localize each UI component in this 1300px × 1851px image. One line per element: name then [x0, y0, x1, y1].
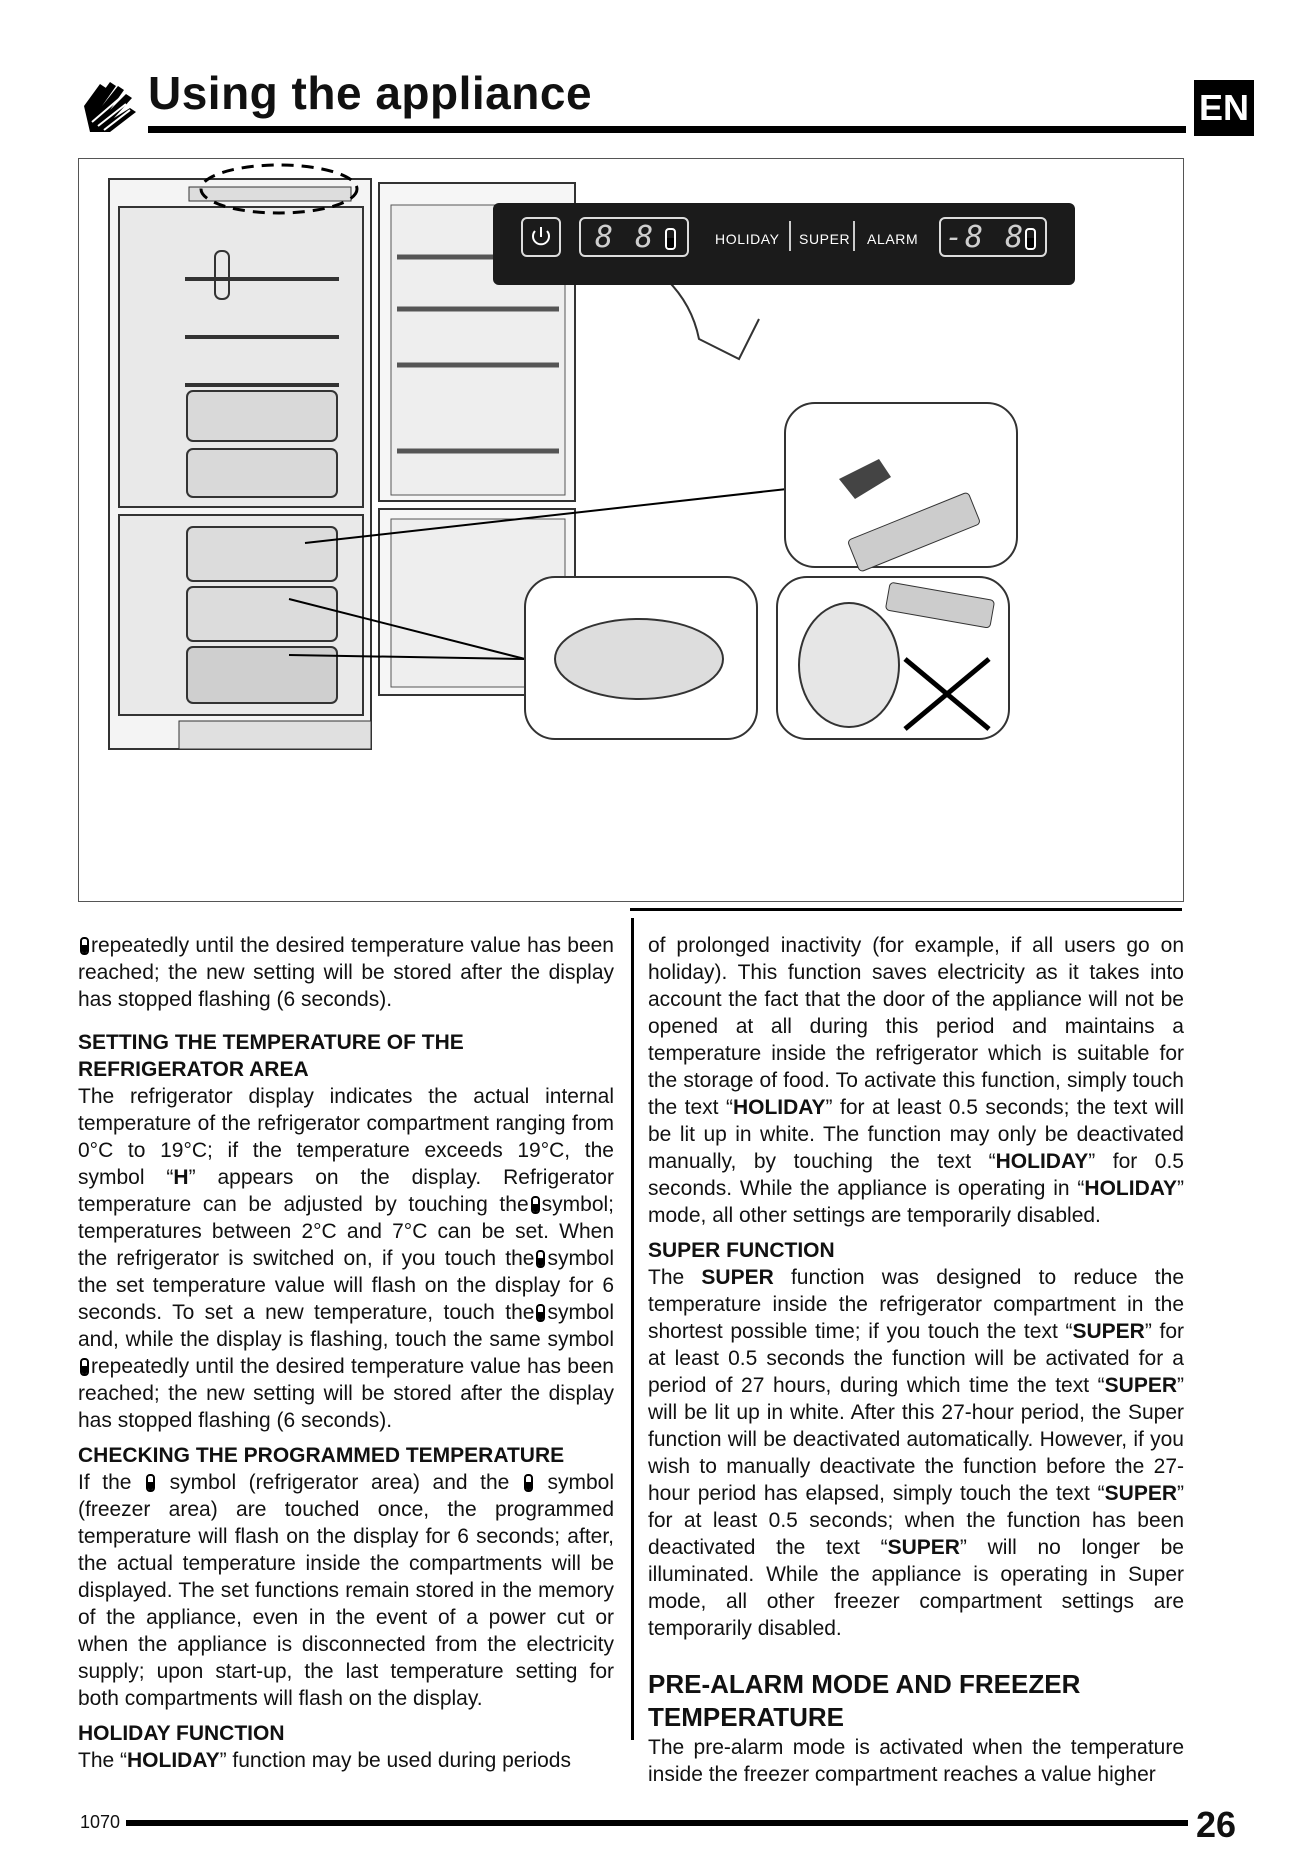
- text: HOLIDAY: [732, 1096, 826, 1119]
- intro-paragraph: [78, 932, 614, 1013]
- text: HOLIDAY: [995, 1150, 1089, 1173]
- separator: [853, 221, 855, 251]
- fridge-display-digits: 8 8: [595, 220, 656, 255]
- text: ” appears on the display. Refrigerator temperature can be adjusted by touching the: [78, 1166, 614, 1216]
- column-divider: [631, 918, 634, 1740]
- control-panel: [493, 203, 1075, 285]
- text: symbol; temperatures between 2°C and 7°C can be set. When the refrigerator is switched on, if you touch the: [78, 1193, 614, 1270]
- section-heading: CHECKING THE PROGRAMMED TEMPERATURE: [78, 1444, 565, 1467]
- thermometer-icon: [80, 1358, 89, 1376]
- freezer-display-digits: -8 8: [945, 220, 1026, 255]
- text: ” mode, all other settings are temporarily disabled.: [648, 1177, 1184, 1227]
- freezer-temp-display[interactable]: [939, 217, 1047, 257]
- text: SUPER: [1104, 1482, 1177, 1505]
- thermometer-icon: [1025, 228, 1036, 250]
- text: ” for at least 0.5 seconds; the text will be lit up in white. The function may only be deactivated manually, by touching the text “: [648, 1096, 1185, 1173]
- text: symbol the set temperature value will flash on the display for 6 seconds. To set a new temperature, touch the: [78, 1247, 614, 1324]
- text: repeatedly until the desired temperature value has been reached; the new setting will be stored after the display has stopped flashing (6 seconds).: [78, 934, 614, 1011]
- text: HOLIDAY: [127, 1749, 220, 1772]
- text: symbol (refrigerator area) and the: [169, 1471, 510, 1494]
- text: H: [173, 1166, 189, 1189]
- thermometer-icon: [80, 937, 89, 955]
- section-heading: HOLIDAY FUNCTION: [78, 1722, 285, 1745]
- text: of prolonged inactivity (for example, if all users go on holiday). This function saves electricity as it takes into account the fact that the door of the appliance will not be opened at all during this period and maintains a temperature inside the refrigerator which is suitable for the storage of food. To activate this function, simply touch the text “: [648, 934, 1184, 1119]
- text: ” will no longer be illuminated. While the appliance is operating in Super mode, all other freezer compartment settings are temporarily disabled.: [648, 1536, 1184, 1640]
- text: SUPER: [701, 1266, 774, 1289]
- alarm-button[interactable]: ALARM: [867, 231, 919, 247]
- section-heading: SETTING THE TEMPERATURE OF THE REFRIGERATOR AREA: [78, 1031, 464, 1081]
- fridge-temp-display[interactable]: [579, 217, 689, 257]
- hand-icon: [80, 78, 144, 134]
- power-icon: [523, 219, 559, 255]
- section-heading: PRE-ALARM MODE AND FREEZER TEMPERATURE: [648, 1669, 1081, 1732]
- document-code: 1070: [80, 1812, 121, 1832]
- text: The refrigerator display indicates the actual internal temperature of the refrigerator compartment ranging from 0°C to 19°C; if the temperature exceeds 19°C, the symbol “: [78, 1085, 614, 1189]
- page-title: Using the appliance: [148, 67, 593, 119]
- thermometer-icon: [665, 228, 676, 250]
- text: function was designed to reduce the temperature inside the refrigerator compartment in the shortest possible time; if you touch the text “: [648, 1266, 1184, 1343]
- separator: [789, 221, 791, 251]
- text: repeatedly until the desired temperature value has been reached; the new setting will be stored after the display has stopped flashing (6 seconds).: [78, 1355, 614, 1432]
- text: symbol (freezer area) are touched once, the programmed temperature will flash on the display for 6 seconds; after, the actual temperature inside the compartments will be displayed. The set functions remain stored in the memory of the appliance, even in the event of a power cut or when the appliance is disconnected from the electricity supply; upon start-up, the last temperature setting for both compartments will flash on the display.: [78, 1471, 615, 1710]
- super-button[interactable]: SUPER: [799, 231, 851, 247]
- text: The “: [78, 1749, 128, 1772]
- footer-rule: [126, 1820, 1188, 1826]
- column-rule: [630, 908, 1182, 911]
- thermometer-icon: [531, 1196, 540, 1214]
- text: SUPER: [1072, 1320, 1145, 1343]
- text: ” will be lit up in white. After this 27-hour period, the Super function will be deactivated automatically. However, if you wish to manually deactivate the function before the 27-hour period has elapsed, simply touch the text “: [648, 1374, 1184, 1505]
- text: ” for at least 0.5 seconds; when the function has been deactivated the text “: [648, 1482, 1184, 1559]
- power-button[interactable]: [521, 217, 561, 257]
- thermometer-icon: [536, 1304, 545, 1322]
- left-column: [78, 932, 614, 1774]
- title-rule: [148, 126, 1186, 133]
- language-badge: EN: [1194, 80, 1254, 136]
- text: If the: [78, 1471, 132, 1494]
- text: symbol and, while the display is flashing, touch the same symbol: [78, 1301, 614, 1351]
- text: The: [648, 1266, 702, 1289]
- thermometer-icon: [524, 1474, 533, 1492]
- text: ” function may be used during periods: [219, 1749, 571, 1772]
- paragraph: [78, 1469, 614, 1712]
- holiday-button[interactable]: HOLIDAY: [715, 231, 780, 247]
- text: HOLIDAY: [1084, 1177, 1177, 1200]
- text: SUPER: [1104, 1374, 1177, 1397]
- paragraph: [78, 1747, 614, 1774]
- paragraph: [78, 1083, 614, 1434]
- thermometer-icon: [146, 1474, 155, 1492]
- paragraph: [648, 1264, 1184, 1642]
- paragraph: [648, 932, 1184, 1229]
- page-number: 26: [1196, 1804, 1237, 1845]
- right-column: [648, 932, 1184, 1788]
- text: ” for at least 0.5 seconds the function will be activated for a period of 27 hours, during which time the text “: [648, 1320, 1184, 1397]
- thermometer-icon: [536, 1250, 545, 1268]
- text: ” for 0.5 seconds. While the appliance is operating in “: [648, 1150, 1184, 1200]
- appliance-illustration: [78, 158, 1184, 902]
- text: SUPER: [887, 1536, 960, 1559]
- section-heading: SUPER FUNCTION: [648, 1239, 835, 1262]
- paragraph: The pre-alarm mode is activated when the temperature inside the freezer compartment reaches a value higher: [648, 1736, 1184, 1786]
